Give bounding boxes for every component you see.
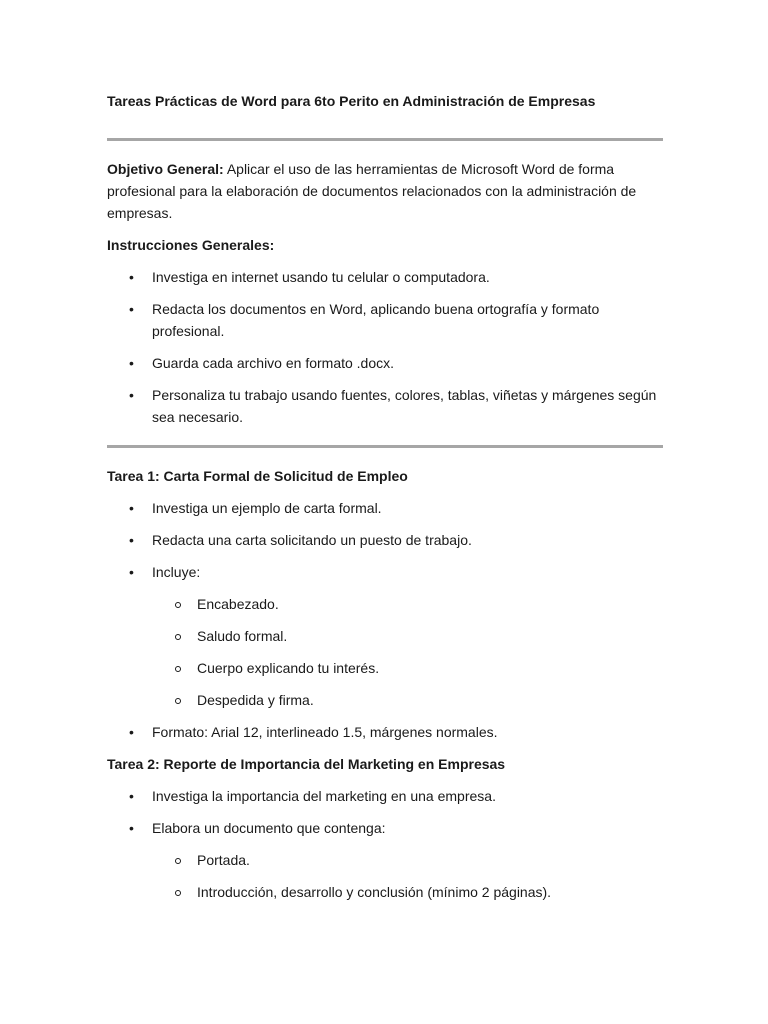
task1-heading: Tarea 1: Carta Formal de Solicitud de Empleo (107, 468, 408, 484)
document-body (107, 91, 663, 913)
sub-list-item: Despedida y firma. (107, 689, 663, 711)
document-title: Tareas Prácticas de Word para 6to Perito en Administración de Empresas (107, 93, 596, 109)
horizontal-divider (107, 138, 663, 141)
list-item: • Investiga un ejemplo de carta formal. (107, 497, 663, 519)
instructions-list (107, 266, 663, 428)
objective-paragraph (107, 158, 663, 224)
sub-list-item: Introducción, desarrollo y conclusión (mínimo 2 páginas). (107, 881, 663, 903)
list-item: • Personaliza tu trabajo usando fuentes, colores, tablas, viñetas y márgenes según sea necesario. (107, 384, 663, 428)
list-item: • Incluye: (107, 561, 663, 583)
objective-text: Aplicar el uso de las herramientas de Microsoft Word de forma profesional para la elaboración de documentos relacionados con la administración de empresas. (107, 161, 637, 221)
list-item: • Investiga en internet usando tu celular o computadora. (107, 266, 663, 288)
task2-list (107, 785, 663, 903)
list-item: • Guarda cada archivo en formato .docx. (107, 352, 663, 374)
horizontal-divider (107, 445, 663, 448)
task2-heading: Tarea 2: Reporte de Importancia del Marketing en Empresas (107, 756, 506, 772)
list-item: • Formato: Arial 12, interlineado 1.5, márgenes normales. (107, 721, 663, 743)
list-item: • Redacta una carta solicitando un puesto de trabajo. (107, 529, 663, 551)
sub-list-item: Saludo formal. (107, 625, 663, 647)
sub-list-item: Cuerpo explicando tu interés. (107, 657, 663, 679)
sub-list-item: Portada. (107, 849, 663, 871)
list-item: • Elabora un documento que contenga: (107, 817, 663, 839)
task1-list (107, 497, 663, 743)
sub-list-item: Encabezado. (107, 593, 663, 615)
objective-label: Objetivo General: (107, 161, 224, 177)
list-item: • Redacta los documentos en Word, aplicando buena ortografía y formato profesional. (107, 298, 663, 342)
list-item: • Investiga la importancia del marketing en una empresa. (107, 785, 663, 807)
instructions-heading: Instrucciones Generales: (107, 237, 275, 253)
